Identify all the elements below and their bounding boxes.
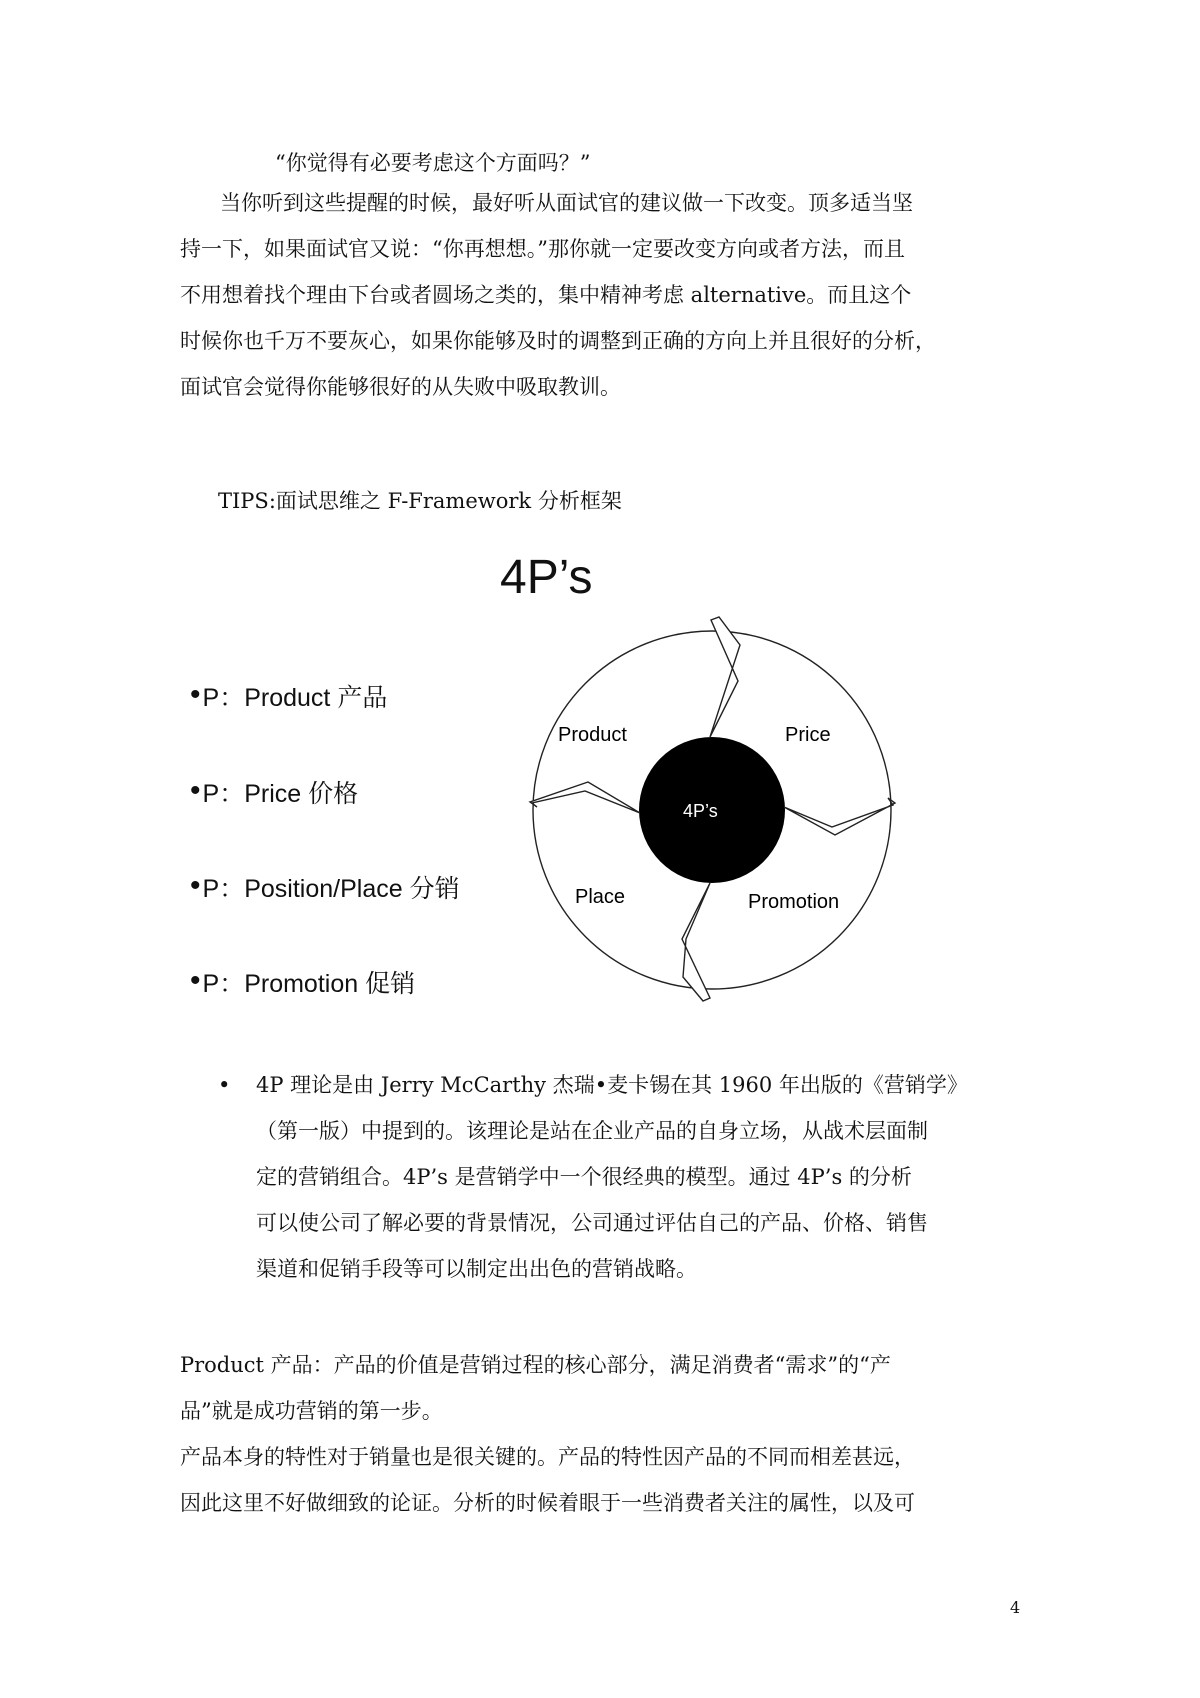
bullet-zh: 产品 [337,683,388,712]
bullet-dot-icon: • [218,1073,231,1097]
bullet-item-price [190,774,358,811]
paragraph-product-line: 品”就是成功营销的第一步。 [180,1399,443,1423]
quadrant-label-product: Product [558,724,627,746]
paragraph-1-line: 持一下，如果面试官又说：“你再想想。”那你就一定要改变方向或者方法，而且 [180,237,905,261]
theory-line: 渠道和促销手段等可以制定出出色的营销战略。 [256,1257,697,1281]
bullet-item-promotion [190,964,415,1001]
arrow-right [784,798,895,835]
bullet-en: Price [244,780,302,808]
bullet-prefix: P： [202,780,245,808]
diagram-title: 4P’s [500,551,593,604]
theory-line: 定的营销组合。4P’s 是营销学中一个很经典的模型。通过 4P’s 的分析 [256,1165,912,1189]
paragraph-1 [180,180,1040,410]
theory-line: （第一版）中提到的。该理论是站在企业产品的自身立场，从战术层面制 [256,1119,928,1143]
quadrant-label-place: Place [575,886,626,908]
paragraph-product-line: 因此这里不好做细致的论证。分析的时候着眼于一些消费者关注的属性，以及可 [180,1491,915,1515]
bullet-dot-icon: • [190,774,201,807]
page-number: 4 [1010,1598,1021,1617]
bullet-zh: 价格 [308,779,359,808]
theory-line: 4P 理论是由 Jerry McCarthy 杰瑞•麦卡锡在其 1960 年出版的《营销学》 [256,1073,968,1097]
tips-heading: TIPS:面试思维之 F-Framework 分析框架 [218,489,622,513]
cycle-diagram [510,605,910,1005]
bullet-zh: 分销 [409,874,460,903]
paragraph-1-line: 面试官会觉得你能够很好的从失败中吸取教训。 [180,375,621,399]
quadrant-label-promotion: Promotion [748,891,840,913]
bullet-dot-icon: • [190,869,201,902]
bullet-item-product [190,678,387,715]
bullet-dot-icon: • [190,964,201,997]
arrow-left [530,782,640,813]
center-label: 4P’s [683,801,718,821]
bullet-zh: 促销 [365,969,416,998]
theory-bullet [218,1062,1048,1292]
paragraph-product-line: 产品本身的特性对于销量也是很关键的。产品的特性因产品的不同而相差甚远， [180,1445,915,1469]
paragraph-1-line: 不用想着找个理由下台或者圆场之类的，集中精神考虑 alternative。而且这个 [180,283,912,307]
bullet-en: Promotion [244,970,359,998]
paragraph-product-line: Product 产品：产品的价值是营销过程的核心部分，满足消费者“需求”的“产 [180,1353,891,1377]
bullet-item-place [190,869,460,906]
bullet-en: Product [244,684,331,712]
paragraph-1-line: 时候你也千万不要灰心，如果你能够及时的调整到正确的方向上并且很好的分析， [180,329,936,353]
arrow-bottom [682,883,710,1001]
bullet-dot-icon: • [190,678,201,711]
bullet-prefix: P： [202,970,245,998]
bullet-prefix: P： [202,875,245,903]
quadrant-label-price: Price [785,724,831,746]
theory-line: 可以使公司了解必要的背景情况，公司通过评估自己的产品、价格、销售 [256,1211,928,1235]
bullet-prefix: P： [202,684,245,712]
bullet-en: Position/Place [244,875,403,903]
quote-line: “你觉得有必要考虑这个方面吗？” [275,151,591,175]
paragraph-product [180,1342,1040,1526]
paragraph-1-line: 当你听到这些提醒的时候，最好听从面试官的建议做一下改变。顶多适当坚 [220,191,913,215]
arrow-top [710,617,740,737]
